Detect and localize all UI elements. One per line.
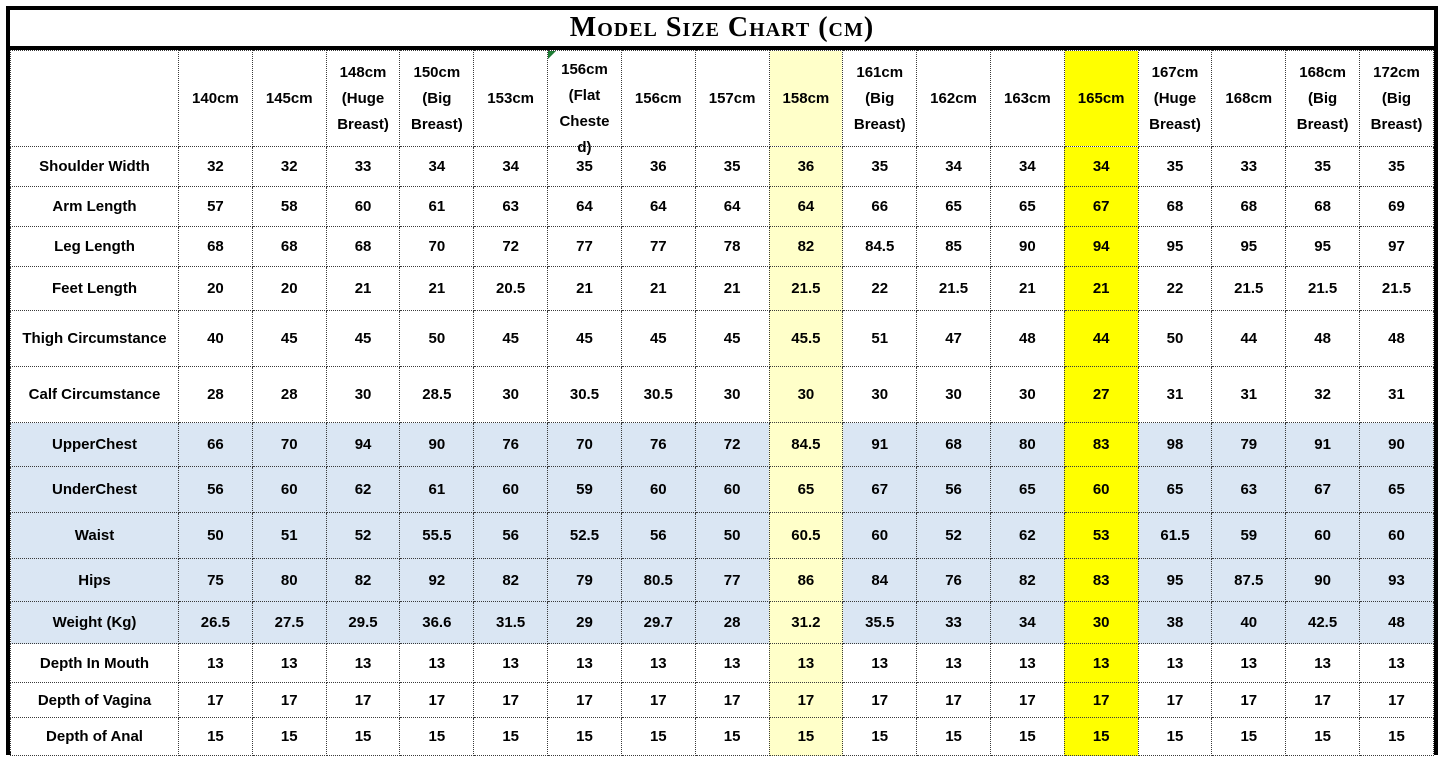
value-cell: 32 <box>179 147 253 187</box>
value-cell: 17 <box>1064 683 1138 718</box>
value-cell: 30 <box>990 367 1064 423</box>
table-row <box>11 423 1434 467</box>
column-header: 167cm (Huge Breast) <box>1138 51 1212 147</box>
value-cell: 68 <box>252 227 326 267</box>
value-cell: 65 <box>917 187 991 227</box>
value-cell: 15 <box>1286 718 1360 756</box>
column-header: 140cm <box>179 51 253 147</box>
value-cell: 20 <box>252 267 326 311</box>
value-cell: 42.5 <box>1286 602 1360 644</box>
value-cell: 90 <box>1360 423 1434 467</box>
value-cell: 17 <box>400 683 474 718</box>
value-cell: 61 <box>400 467 474 513</box>
value-cell: 40 <box>1212 602 1286 644</box>
value-cell: 33 <box>1212 147 1286 187</box>
value-cell: 79 <box>1212 423 1286 467</box>
value-cell: 32 <box>1286 367 1360 423</box>
value-cell: 64 <box>548 187 622 227</box>
value-cell: 78 <box>695 227 769 267</box>
value-cell: 64 <box>695 187 769 227</box>
value-cell: 90 <box>1286 559 1360 602</box>
value-cell: 82 <box>769 227 843 267</box>
column-header: 163cm <box>990 51 1064 147</box>
value-cell: 22 <box>1138 267 1212 311</box>
row-label: Arm Length <box>11 187 179 227</box>
value-cell: 65 <box>1360 467 1434 513</box>
value-cell: 60 <box>252 467 326 513</box>
table-row <box>11 267 1434 311</box>
value-cell: 21 <box>326 267 400 311</box>
value-cell: 48 <box>1360 311 1434 367</box>
value-cell: 27 <box>1064 367 1138 423</box>
table-head <box>11 51 1434 156</box>
value-cell: 48 <box>1286 311 1360 367</box>
value-cell: 15 <box>548 718 622 756</box>
value-cell: 31.2 <box>769 602 843 644</box>
value-cell: 35 <box>1286 147 1360 187</box>
value-cell: 13 <box>990 644 1064 683</box>
value-cell: 33 <box>326 147 400 187</box>
value-cell: 70 <box>400 227 474 267</box>
value-cell: 13 <box>843 644 917 683</box>
column-header: 168cm <box>1212 51 1286 147</box>
value-cell: 26.5 <box>179 602 253 644</box>
row-label: Calf Circumstance <box>11 367 179 423</box>
value-cell: 17 <box>548 683 622 718</box>
row-label: UpperChest <box>11 423 179 467</box>
value-cell: 67 <box>1286 467 1360 513</box>
value-cell: 61 <box>400 187 474 227</box>
value-cell: 60 <box>474 467 548 513</box>
value-cell: 72 <box>695 423 769 467</box>
value-cell: 22 <box>843 267 917 311</box>
value-cell: 21.5 <box>917 267 991 311</box>
value-cell: 29 <box>548 602 622 644</box>
value-cell: 36 <box>621 147 695 187</box>
column-header-row <box>11 51 1434 147</box>
column-header: 172cm (Big Breast) <box>1360 51 1434 147</box>
value-cell: 34 <box>1064 147 1138 187</box>
value-cell: 15 <box>990 718 1064 756</box>
value-cell: 50 <box>179 513 253 559</box>
row-label: Waist <box>11 513 179 559</box>
value-cell: 15 <box>1064 718 1138 756</box>
value-cell: 48 <box>1360 602 1434 644</box>
value-cell: 17 <box>179 683 253 718</box>
value-cell: 60 <box>1286 513 1360 559</box>
value-cell: 60 <box>621 467 695 513</box>
value-cell: 28.5 <box>400 367 474 423</box>
value-cell: 62 <box>326 467 400 513</box>
value-cell: 45 <box>252 311 326 367</box>
value-cell: 82 <box>990 559 1064 602</box>
value-cell: 94 <box>326 423 400 467</box>
table-body <box>11 147 1434 756</box>
value-cell: 17 <box>843 683 917 718</box>
value-cell: 30.5 <box>621 367 695 423</box>
column-header: 162cm <box>917 51 991 147</box>
value-cell: 69 <box>1360 187 1434 227</box>
value-cell: 31.5 <box>474 602 548 644</box>
value-cell: 61.5 <box>1138 513 1212 559</box>
value-cell: 77 <box>621 227 695 267</box>
column-header: 165cm <box>1064 51 1138 147</box>
value-cell: 15 <box>1212 718 1286 756</box>
value-cell: 30 <box>695 367 769 423</box>
value-cell: 44 <box>1212 311 1286 367</box>
value-cell: 15 <box>1138 718 1212 756</box>
value-cell: 21 <box>621 267 695 311</box>
value-cell: 63 <box>474 187 548 227</box>
table-row <box>11 147 1434 187</box>
value-cell: 77 <box>548 227 622 267</box>
value-cell: 60.5 <box>769 513 843 559</box>
value-cell: 15 <box>326 718 400 756</box>
value-cell: 17 <box>695 683 769 718</box>
row-label: Depth In Mouth <box>11 644 179 683</box>
table-row <box>11 227 1434 267</box>
value-cell: 34 <box>917 147 991 187</box>
value-cell: 13 <box>400 644 474 683</box>
value-cell: 65 <box>1138 467 1212 513</box>
value-cell: 62 <box>990 513 1064 559</box>
value-cell: 95 <box>1286 227 1360 267</box>
value-cell: 58 <box>252 187 326 227</box>
value-cell: 87.5 <box>1212 559 1286 602</box>
value-cell: 30 <box>474 367 548 423</box>
corner-cell <box>11 51 179 147</box>
value-cell: 85 <box>917 227 991 267</box>
value-cell: 60 <box>326 187 400 227</box>
value-cell: 35 <box>1138 147 1212 187</box>
value-cell: 67 <box>1064 187 1138 227</box>
value-cell: 21.5 <box>769 267 843 311</box>
value-cell: 13 <box>179 644 253 683</box>
value-cell: 60 <box>1360 513 1434 559</box>
value-cell: 13 <box>769 644 843 683</box>
value-cell: 56 <box>621 513 695 559</box>
value-cell: 93 <box>1360 559 1434 602</box>
value-cell: 50 <box>400 311 474 367</box>
value-cell: 65 <box>769 467 843 513</box>
error-marker-icon <box>548 51 556 59</box>
value-cell: 63 <box>1212 467 1286 513</box>
value-cell: 56 <box>917 467 991 513</box>
value-cell: 76 <box>621 423 695 467</box>
value-cell: 32 <box>252 147 326 187</box>
value-cell: 67 <box>843 467 917 513</box>
value-cell: 17 <box>1360 683 1434 718</box>
value-cell: 60 <box>1064 467 1138 513</box>
value-cell: 70 <box>548 423 622 467</box>
value-cell: 64 <box>769 187 843 227</box>
value-cell: 35 <box>843 147 917 187</box>
value-cell: 75 <box>179 559 253 602</box>
value-cell: 21.5 <box>1286 267 1360 311</box>
value-cell: 44 <box>1064 311 1138 367</box>
value-cell: 55.5 <box>400 513 474 559</box>
row-label: Weight (Kg) <box>11 602 179 644</box>
value-cell: 68 <box>1138 187 1212 227</box>
value-cell: 92 <box>400 559 474 602</box>
value-cell: 91 <box>1286 423 1360 467</box>
value-cell: 15 <box>179 718 253 756</box>
value-cell: 95 <box>1138 227 1212 267</box>
value-cell: 15 <box>252 718 326 756</box>
value-cell: 45 <box>326 311 400 367</box>
value-cell: 76 <box>917 559 991 602</box>
value-cell: 95 <box>1212 227 1286 267</box>
value-cell: 59 <box>548 467 622 513</box>
column-header: 156cm <box>621 51 695 147</box>
value-cell: 21 <box>400 267 474 311</box>
value-cell: 65 <box>990 187 1064 227</box>
value-cell: 98 <box>1138 423 1212 467</box>
value-cell: 34 <box>990 147 1064 187</box>
value-cell: 59 <box>1212 513 1286 559</box>
value-cell: 86 <box>769 559 843 602</box>
value-cell: 15 <box>917 718 991 756</box>
value-cell: 15 <box>769 718 843 756</box>
value-cell: 70 <box>252 423 326 467</box>
value-cell: 65 <box>990 467 1064 513</box>
value-cell: 84 <box>843 559 917 602</box>
table-row <box>11 683 1434 718</box>
value-cell: 97 <box>1360 227 1434 267</box>
value-cell: 60 <box>843 513 917 559</box>
value-cell: 30 <box>326 367 400 423</box>
value-cell: 17 <box>769 683 843 718</box>
row-label: Depth of Vagina <box>11 683 179 718</box>
value-cell: 17 <box>1286 683 1360 718</box>
value-cell: 38 <box>1138 602 1212 644</box>
value-cell: 15 <box>400 718 474 756</box>
row-label: Feet Length <box>11 267 179 311</box>
value-cell: 80.5 <box>621 559 695 602</box>
row-label: Thigh Circumstance <box>11 311 179 367</box>
chart-title: Model Size Chart (cm) <box>10 10 1434 50</box>
value-cell: 35 <box>1360 147 1434 187</box>
value-cell: 33 <box>917 602 991 644</box>
value-cell: 56 <box>179 467 253 513</box>
value-cell: 13 <box>474 644 548 683</box>
value-cell: 15 <box>621 718 695 756</box>
value-cell: 36 <box>769 147 843 187</box>
value-cell: 17 <box>917 683 991 718</box>
value-cell: 90 <box>400 423 474 467</box>
value-cell: 13 <box>1212 644 1286 683</box>
value-cell: 45 <box>695 311 769 367</box>
value-cell: 36.6 <box>400 602 474 644</box>
value-cell: 13 <box>252 644 326 683</box>
value-cell: 95 <box>1138 559 1212 602</box>
value-cell: 35 <box>695 147 769 187</box>
value-cell: 57 <box>179 187 253 227</box>
value-cell: 56 <box>474 513 548 559</box>
value-cell: 45 <box>621 311 695 367</box>
value-cell: 83 <box>1064 559 1138 602</box>
value-cell: 35 <box>548 147 622 187</box>
value-cell: 21.5 <box>1360 267 1434 311</box>
column-header: 158cm <box>769 51 843 147</box>
value-cell: 90 <box>990 227 1064 267</box>
value-cell: 35.5 <box>843 602 917 644</box>
row-label: UnderChest <box>11 467 179 513</box>
value-cell: 34 <box>400 147 474 187</box>
value-cell: 68 <box>326 227 400 267</box>
value-cell: 15 <box>843 718 917 756</box>
value-cell: 21 <box>548 267 622 311</box>
value-cell: 21 <box>695 267 769 311</box>
value-cell: 17 <box>1138 683 1212 718</box>
value-cell: 52.5 <box>548 513 622 559</box>
value-cell: 21.5 <box>1212 267 1286 311</box>
value-cell: 21 <box>990 267 1064 311</box>
size-chart-frame <box>6 6 1438 755</box>
value-cell: 52 <box>326 513 400 559</box>
value-cell: 30 <box>917 367 991 423</box>
value-cell: 13 <box>621 644 695 683</box>
row-label: Leg Length <box>11 227 179 267</box>
value-cell: 29.7 <box>621 602 695 644</box>
value-cell: 45 <box>474 311 548 367</box>
value-cell: 28 <box>252 367 326 423</box>
value-cell: 84.5 <box>769 423 843 467</box>
table-row <box>11 559 1434 602</box>
value-cell: 29.5 <box>326 602 400 644</box>
value-cell: 31 <box>1212 367 1286 423</box>
value-cell: 20 <box>179 267 253 311</box>
value-cell: 66 <box>843 187 917 227</box>
table-row <box>11 513 1434 559</box>
value-cell: 72 <box>474 227 548 267</box>
column-header: 168cm (Big Breast) <box>1286 51 1360 147</box>
value-cell: 13 <box>548 644 622 683</box>
value-cell: 15 <box>695 718 769 756</box>
value-cell: 15 <box>1360 718 1434 756</box>
value-cell: 47 <box>917 311 991 367</box>
column-header: 157cm <box>695 51 769 147</box>
row-label: Shoulder Width <box>11 147 179 187</box>
value-cell: 21 <box>1064 267 1138 311</box>
value-cell: 76 <box>474 423 548 467</box>
value-cell: 51 <box>252 513 326 559</box>
value-cell: 17 <box>326 683 400 718</box>
value-cell: 27.5 <box>252 602 326 644</box>
value-cell: 17 <box>474 683 548 718</box>
column-header: 153cm <box>474 51 548 147</box>
column-header: 150cm (Big Breast) <box>400 51 474 147</box>
value-cell: 13 <box>917 644 991 683</box>
table-row <box>11 467 1434 513</box>
value-cell: 17 <box>621 683 695 718</box>
value-cell: 82 <box>326 559 400 602</box>
value-cell: 34 <box>474 147 548 187</box>
table-row <box>11 644 1434 683</box>
table-row <box>11 311 1434 367</box>
table-row <box>11 367 1434 423</box>
size-chart-table <box>10 50 1434 756</box>
value-cell: 13 <box>1286 644 1360 683</box>
value-cell: 45.5 <box>769 311 843 367</box>
value-cell: 79 <box>548 559 622 602</box>
value-cell: 60 <box>695 467 769 513</box>
value-cell: 28 <box>179 367 253 423</box>
value-cell: 13 <box>1360 644 1434 683</box>
value-cell: 94 <box>1064 227 1138 267</box>
value-cell: 31 <box>1138 367 1212 423</box>
column-header: 156cm (Flat Cheste d) <box>548 51 622 147</box>
value-cell: 17 <box>252 683 326 718</box>
value-cell: 28 <box>695 602 769 644</box>
row-label: Hips <box>11 559 179 602</box>
column-header: 145cm <box>252 51 326 147</box>
value-cell: 13 <box>1138 644 1212 683</box>
table-row <box>11 718 1434 756</box>
value-cell: 77 <box>695 559 769 602</box>
column-header: 161cm (Big Breast) <box>843 51 917 147</box>
value-cell: 66 <box>179 423 253 467</box>
value-cell: 40 <box>179 311 253 367</box>
value-cell: 13 <box>326 644 400 683</box>
value-cell: 80 <box>990 423 1064 467</box>
value-cell: 50 <box>1138 311 1212 367</box>
value-cell: 30 <box>843 367 917 423</box>
value-cell: 31 <box>1360 367 1434 423</box>
value-cell: 45 <box>548 311 622 367</box>
value-cell: 64 <box>621 187 695 227</box>
value-cell: 68 <box>1286 187 1360 227</box>
value-cell: 34 <box>990 602 1064 644</box>
value-cell: 17 <box>1212 683 1286 718</box>
value-cell: 68 <box>1212 187 1286 227</box>
value-cell: 30 <box>1064 602 1138 644</box>
value-cell: 68 <box>179 227 253 267</box>
value-cell: 80 <box>252 559 326 602</box>
value-cell: 30.5 <box>548 367 622 423</box>
table-row <box>11 187 1434 227</box>
column-header: 148cm (Huge Breast) <box>326 51 400 147</box>
value-cell: 13 <box>1064 644 1138 683</box>
value-cell: 83 <box>1064 423 1138 467</box>
value-cell: 13 <box>695 644 769 683</box>
row-label: Depth of Anal <box>11 718 179 756</box>
value-cell: 20.5 <box>474 267 548 311</box>
value-cell: 53 <box>1064 513 1138 559</box>
value-cell: 17 <box>990 683 1064 718</box>
value-cell: 30 <box>769 367 843 423</box>
value-cell: 84.5 <box>843 227 917 267</box>
table-row <box>11 602 1434 644</box>
value-cell: 82 <box>474 559 548 602</box>
value-cell: 50 <box>695 513 769 559</box>
value-cell: 52 <box>917 513 991 559</box>
value-cell: 48 <box>990 311 1064 367</box>
value-cell: 15 <box>474 718 548 756</box>
value-cell: 91 <box>843 423 917 467</box>
value-cell: 51 <box>843 311 917 367</box>
value-cell: 68 <box>917 423 991 467</box>
